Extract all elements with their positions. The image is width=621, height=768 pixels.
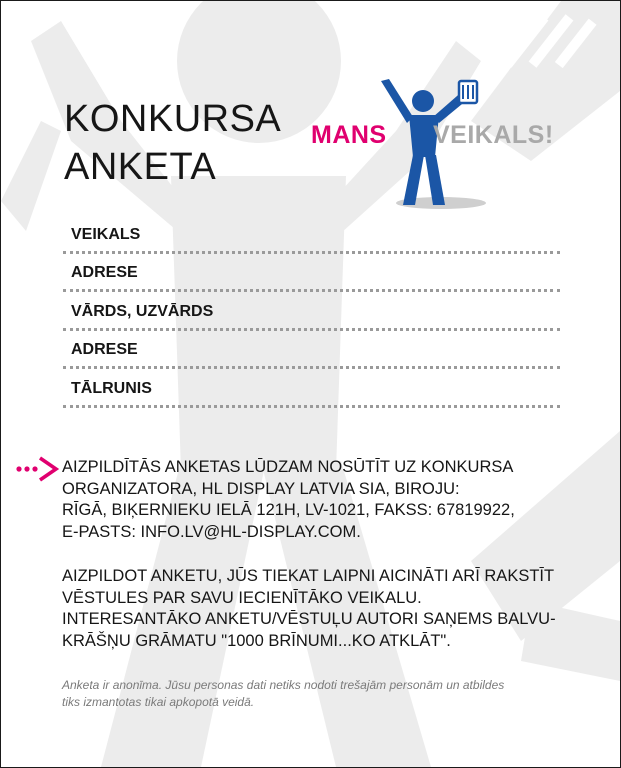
field-label: ADRESE — [71, 341, 138, 359]
form-fields — [63, 215, 560, 408]
title-line-1: KONKURSA — [64, 98, 282, 140]
page-title — [64, 95, 281, 191]
field-label: ADRESE — [71, 264, 138, 282]
logo-word-mans: MANS — [311, 121, 387, 149]
title-line-2: ANKETA — [64, 146, 217, 188]
dotted-arrow-right-icon — [16, 456, 60, 482]
submission-instructions: AIZPILDĪTĀS ANKETAS LŪDZAM NOSŪTĪT UZ KONKURSA ORGANIZATORA, HL DISPLAY LATVIA SIA, BIROJU: RĪGĀ, BIĶERNIEKU IELĀ 121H, LV-1021, FAKSS: 67819922, E-PASTS: INFO.LV@HL-DISPLAY.COM. — [62, 458, 515, 541]
field-label: VĀRDS, UZVĀRDS — [71, 302, 214, 320]
privacy-footnote: Anketa ir anonīma. Jūsu personas dati netiks nodoti trešajām personām un atbildes tiks izmantotas tikai apkopotā veidā. — [62, 678, 505, 709]
field-vards-uzvards[interactable] — [63, 292, 560, 331]
field-talrunis[interactable] — [63, 369, 560, 408]
field-label: VEIKALS — [71, 225, 141, 243]
logo-word-veikals: VEIKALS! — [433, 121, 554, 149]
shopping-basket-icon — [459, 81, 477, 103]
field-veikals[interactable] — [63, 215, 560, 254]
field-adrese-2[interactable] — [63, 331, 560, 370]
field-adrese[interactable] — [63, 254, 560, 293]
field-label: TĀLRUNIS — [71, 379, 152, 397]
mans-veikals-logo — [301, 71, 571, 221]
letter-invitation: AIZPILDOT ANKETU, JŪS TIEKAT LAIPNI AICINĀTI ARĪ RAKSTĪT VĒSTULES PAR SAVU IECIENĪTĀKO VEIKALU. INTERESANTĀKO ANKETU/VĒSTUĻU AUTORI SAŅEMS BALVU- KRĀŠŅU GRĀMATU "1000 BRĪNUMI...KO ATKLĀT". — [62, 567, 556, 650]
